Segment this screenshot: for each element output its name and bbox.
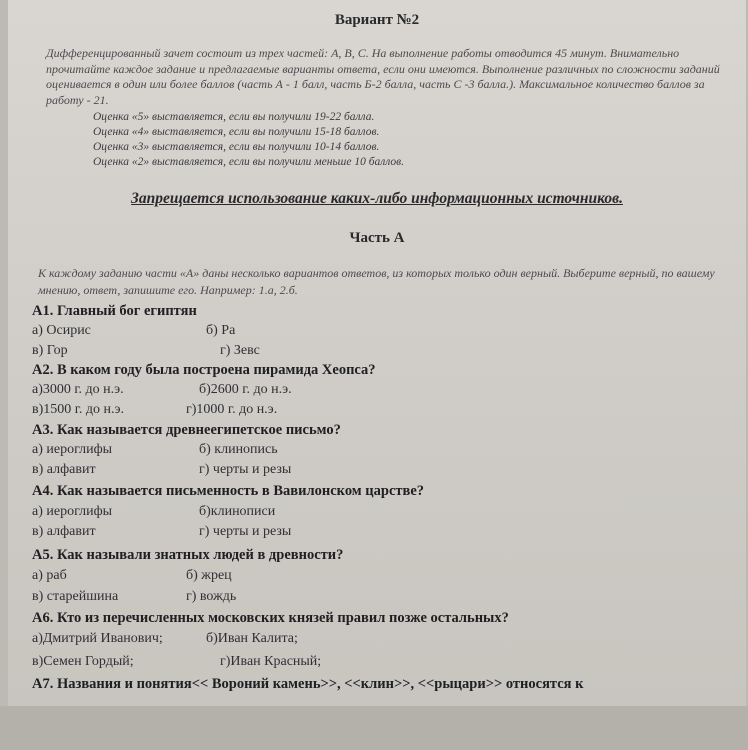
option-a4-v: в) алфавит	[32, 524, 96, 539]
option-a1-g: г) Зевс	[220, 343, 260, 358]
background-surface	[0, 706, 748, 750]
option-a3-g: г) черты и резы	[199, 462, 292, 477]
variant-title: Вариант №2	[334, 12, 420, 28]
intro-paragraph: Дифференцированный зачет состоит из трех частей: А, В, С. На выполнение работы отводится 45 минут. Внимательно прочитайте каждое задание и предлагаемые варианты ответа, если они имеются. Выполнение различных по сложности заданий оценивается в один или более баллов (часть А - 1 балл, часть Б-2 балла, часть С -3 балла.). Максимальное количество баллов за работу - 21.	[46, 46, 720, 107]
option-a2-a: а)3000 г. до н.э.	[32, 382, 124, 397]
option-a6-g: г)Иван Красный;	[220, 654, 322, 669]
option-a4-b: б)клинописи	[199, 504, 276, 519]
document-page	[8, 0, 746, 706]
option-a2-v: в)1500 г. до н.э.	[32, 402, 125, 417]
question-a2: А2. В каком году была построена пирамида Хеопса?	[32, 362, 376, 378]
grade-2: Оценка «2» выставляется, если вы получили меньше 10 баллов.	[93, 156, 405, 168]
option-a3-v: в) алфавит	[32, 462, 96, 477]
question-a7: А7. Названия и понятия<< Вороний камень>>, <<клин>>, <<рыцари>> относятся к	[32, 676, 584, 692]
question-a5: А5. Как называли знатных людей в древности?	[32, 547, 344, 563]
option-a5-a: а) раб	[32, 568, 67, 583]
question-a1: А1. Главный бог египтян	[32, 303, 197, 319]
option-a6-v: в)Семен Гордый;	[32, 654, 134, 669]
part-instructions: К каждому заданию части «А» даны несколько вариантов ответов, из которых только один верный. Выберите верный, по вашему мнению, ответ, запишите его. Например: 1.а, 2.б.	[38, 266, 715, 297]
grade-4: Оценка «4» выставляется, если вы получили 15-18 баллов.	[93, 126, 380, 138]
option-a5-b: б) жрец	[186, 568, 232, 583]
option-a5-g: г) вождь	[186, 589, 237, 604]
grade-5: Оценка «5» выставляется, если вы получили 19-22 балла.	[93, 111, 375, 123]
option-a1-v: в) Гор	[32, 343, 68, 358]
option-a1-b: б) Ра	[206, 323, 236, 338]
question-a4: А4. Как называется письменность в Вавилонском царстве?	[32, 483, 425, 499]
option-a2-g: г)1000 г. до н.э.	[186, 402, 278, 417]
option-a5-v: в) старейшина	[32, 589, 119, 604]
option-a6-a: а)Дмитрий Иванович;	[32, 631, 163, 646]
option-a2-b: б)2600 г. до н.э.	[199, 382, 292, 397]
part-title: Часть А	[349, 230, 405, 246]
question-a6: А6. Кто из перечисленных московских князей правил позже остальных?	[32, 610, 509, 626]
option-a6-b: б)Иван Калита;	[206, 631, 298, 646]
grade-3: Оценка «3» выставляется, если вы получили 10-14 баллов.	[93, 141, 380, 153]
option-a3-b: б) клинопись	[199, 442, 278, 457]
option-a4-g: г) черты и резы	[199, 524, 292, 539]
question-a3: А3. Как называется древнеегипетское письмо?	[32, 422, 341, 438]
option-a4-a: а) иероглифы	[32, 504, 113, 519]
warning-heading: Запрещается использование каких-либо информационных источников.	[131, 190, 623, 207]
option-a3-a: а) иероглифы	[32, 442, 113, 457]
option-a1-a: а) Осирис	[32, 323, 91, 338]
grading-list	[93, 110, 404, 170]
